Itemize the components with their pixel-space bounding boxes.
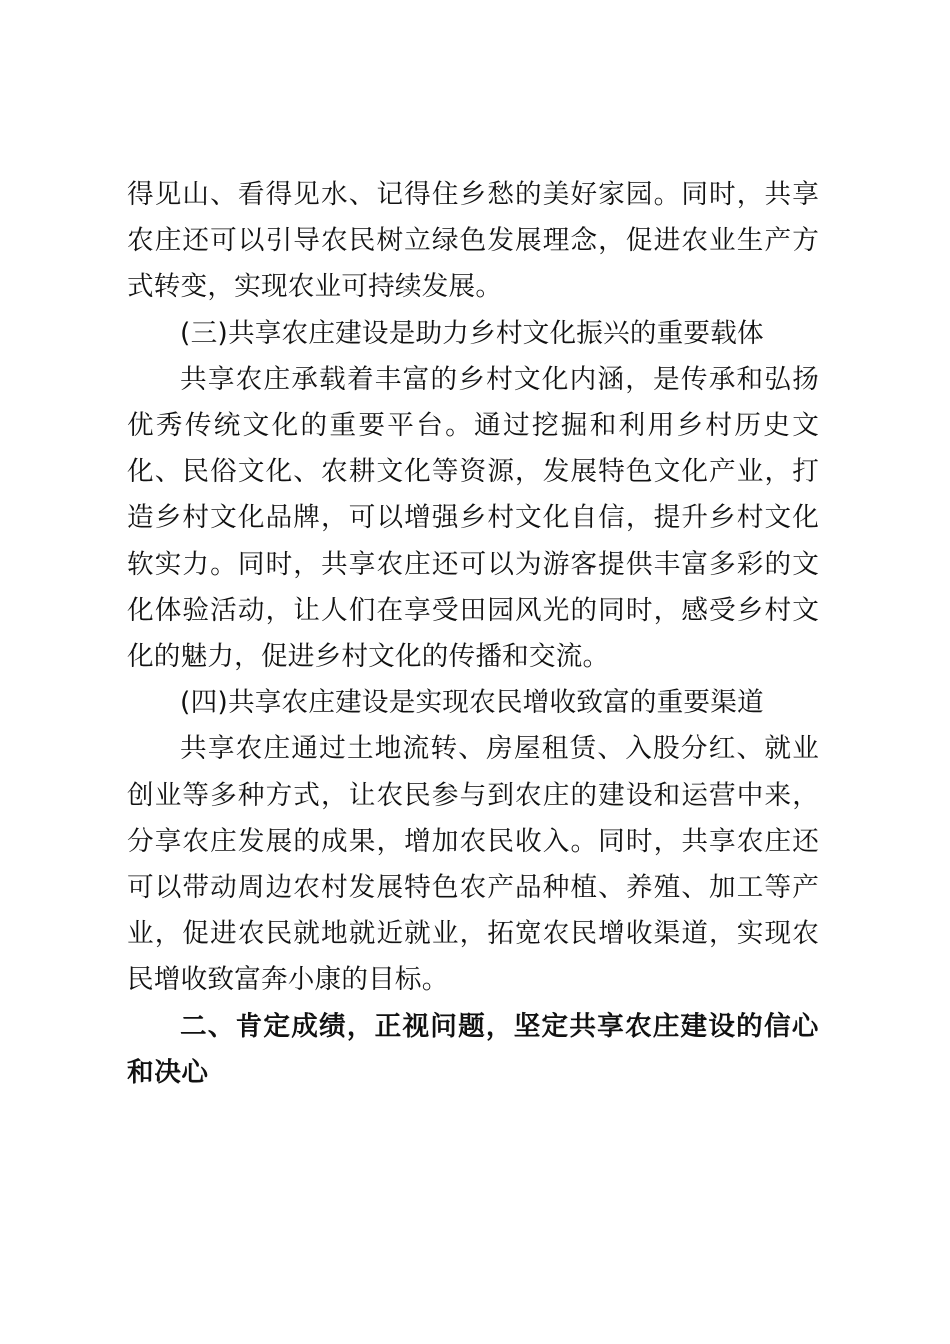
chapter-heading-2: 二、肯定成绩，正视问题，坚定共享农庄建设的信心和决心 xyxy=(127,1010,819,1088)
paragraph-income: 共享农庄通过土地流转、房屋租赁、入股分红、就业创业等多种方式，让农民参与到农庄的建设和运营中来，分享农庄发展的成果，增加农民收入。同时，共享农庄还可以带动周边农村发展特色农产品种植、养殖、加工等产业，促进农民就地就近就业，拓宽农民增收渠道，实现农民增收致富奔小康的目标。 xyxy=(127,733,819,996)
paragraph-culture: 共享农庄承载着丰富的乡村文化内涵，是传承和弘扬优秀传统文化的重要平台。通过挖掘和利用乡村历史文化、民俗文化、农耕文化等资源，发展特色文化产业，打造乡村文化品牌，可以增强乡村文化自信，提升乡村文化软实力。同时，共享农庄还可以为游客提供丰富多彩的文化体验活动，让人们在享受田园风光的同时，感受乡村文化的魅力，促进乡村文化的传播和交流。 xyxy=(127,363,819,673)
document-body xyxy=(127,172,819,1096)
section-heading-4: (四)共享农庄建设是实现农民增收致富的重要渠道 xyxy=(180,687,764,719)
paragraph-continuation: 得见山、看得见水、记得住乡愁的美好家园。同时，共享农庄还可以引导农民树立绿色发展理念，促进农业生产方式转变，实现农业可持续发展。 xyxy=(127,179,819,303)
section-heading-3: (三)共享农庄建设是助力乡村文化振兴的重要载体 xyxy=(180,317,764,349)
